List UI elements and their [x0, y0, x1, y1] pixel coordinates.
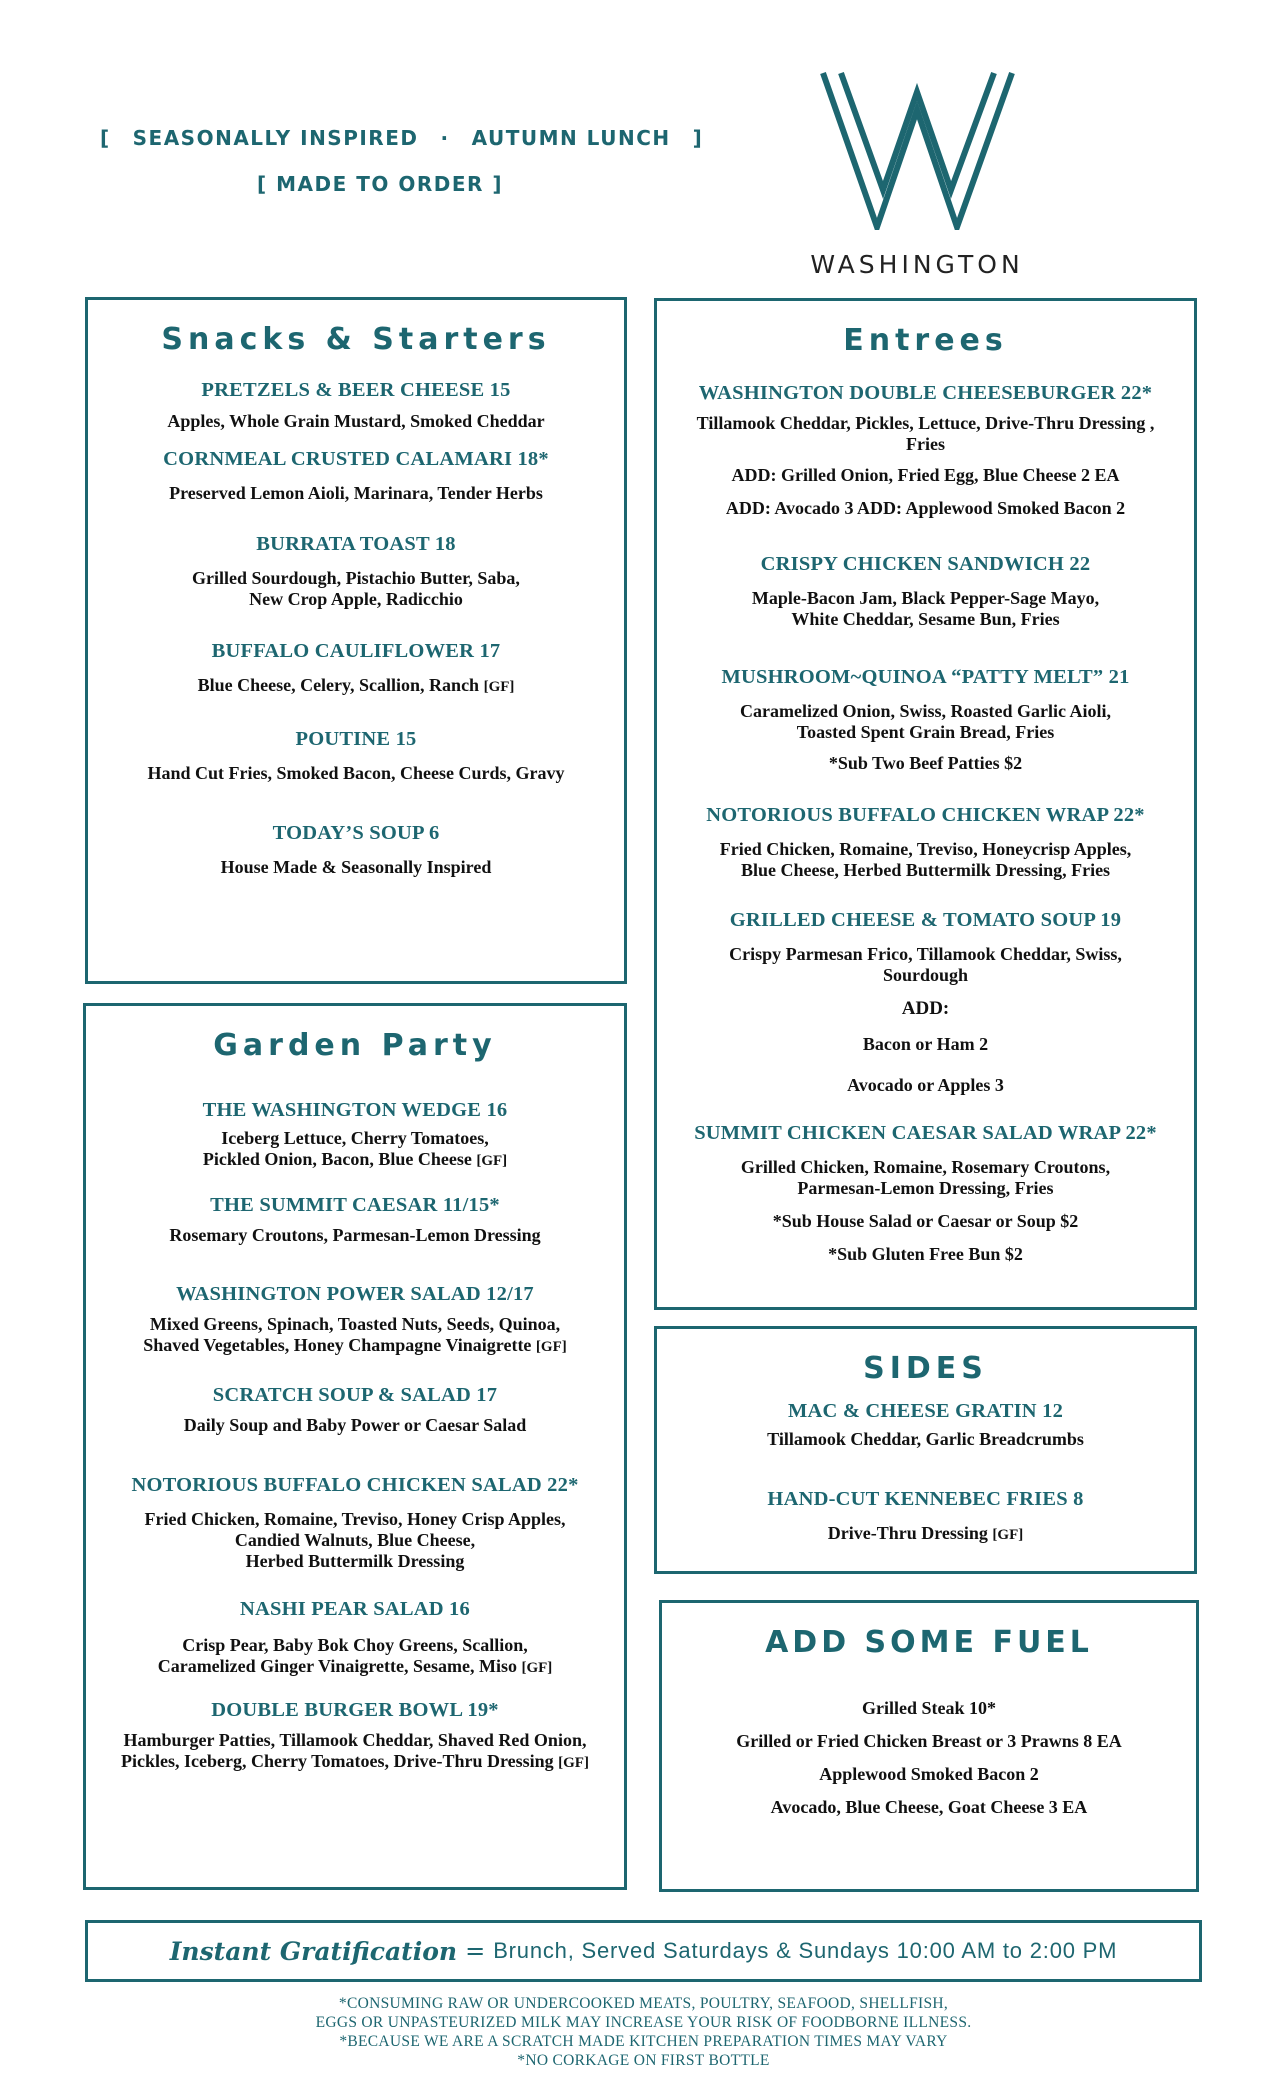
- item-desc-line: Toasted Spent Grain Bread, Fries: [796, 722, 1055, 742]
- disclaimer-line: *CONSUMING RAW OR UNDERCOOKED MEATS, POULTRY, SEAFOOD, SHELLFISH,: [338, 1995, 949, 2012]
- item-name: CORNMEAL CRUSTED CALAMARI 18*: [163, 448, 549, 470]
- item-desc-text: Shaved Vegetables, Honey Champagne Vinaigrette: [143, 1335, 536, 1355]
- menu-item: [86, 1283, 624, 1358]
- menu-item: [657, 909, 1194, 1096]
- item-desc: Preserved Lemon Aioli, Marinara, Tender Herbs: [169, 483, 543, 503]
- item-desc: Hand Cut Fries, Smoked Bacon, Cheese Curds, Gravy: [147, 763, 565, 783]
- item-desc: [657, 1523, 1194, 1546]
- item-name: NOTORIOUS BUFFALO CHICKEN WRAP 22*: [706, 804, 1145, 826]
- menu-item: [88, 533, 624, 610]
- menu-item: [657, 1400, 1194, 1450]
- item-desc-line: Mixed Greens, Spinach, Toasted Nuts, Seeds, Quinoa,: [149, 1314, 561, 1334]
- sub-note: *Sub Gluten Free Bun $2: [828, 1244, 1023, 1264]
- item-desc: [657, 413, 1194, 455]
- disclaimer-line: *BECAUSE WE ARE A SCRATCH MADE KITCHEN PREPARATION TIMES MAY VARY: [339, 2033, 948, 2050]
- entrees-title: Entrees: [843, 323, 1008, 358]
- add-on-line: ADD: Avocado 3 ADD: Applewood Smoked Bacon 2: [725, 498, 1126, 518]
- equals-sign: =: [465, 1937, 486, 1965]
- menu-item: [86, 1699, 624, 1774]
- fuel-item: Grilled Steak 10*: [862, 1698, 996, 1718]
- menu-item: [86, 1099, 624, 1172]
- menu-item: [88, 728, 624, 784]
- item-desc: [86, 1128, 624, 1172]
- item-desc-line: Herbed Buttermilk Dressing: [245, 1551, 465, 1571]
- gluten-free-tag: [GF]: [521, 1660, 553, 1676]
- subtagline: [ MADE TO ORDER ]: [257, 172, 503, 196]
- item-desc-text: Blue Cheese, Celery, Scallion, Ranch: [197, 675, 484, 695]
- item-name: MUSHROOM~QUINOA “PATTY MELT” 21: [721, 666, 1130, 688]
- gluten-free-tag: [GF]: [476, 1153, 508, 1169]
- item-desc: [88, 568, 624, 610]
- item-desc-line: Parmesan-Lemon Dressing, Fries: [797, 1178, 1054, 1198]
- disclaimer: [85, 1994, 1202, 2070]
- tagline-close-bracket: ]: [692, 126, 704, 150]
- menu-item: [657, 382, 1194, 519]
- garden-section: [83, 1003, 627, 1890]
- item-name: MAC & CHEESE GRATIN 12: [787, 1400, 1064, 1422]
- menu-item: [86, 1474, 624, 1572]
- item-name: TODAY’S SOUP 6: [272, 822, 440, 844]
- item-desc: Rosemary Croutons, Parmesan-Lemon Dressing: [169, 1225, 541, 1245]
- item-desc: [88, 675, 624, 698]
- item-desc-line: Candied Walnuts, Blue Cheese,: [234, 1530, 476, 1550]
- brunch-script-title: Instant Gratification: [169, 1936, 458, 1966]
- item-name: CRISPY CHICKEN SANDWICH 22: [760, 553, 1091, 575]
- item-desc-line: Maple-Bacon Jam, Black Pepper-Sage Mayo,: [751, 588, 1100, 608]
- tagline: [100, 126, 704, 150]
- menu-item: [86, 1384, 624, 1436]
- item-desc-text: Pickles, Iceberg, Cherry Tomatoes, Drive-Thru Dressing: [121, 1751, 559, 1771]
- sub-note: *Sub House Salad or Caesar or Soup $2: [772, 1211, 1079, 1231]
- add-on-line: Avocado or Apples 3: [847, 1075, 1004, 1095]
- add-label: ADD:: [901, 998, 950, 1019]
- item-desc-line: Hamburger Patties, Tillamook Cheddar, Shaved Red Onion,: [123, 1730, 587, 1750]
- item-name: SUMMIT CHICKEN CAESAR SALAD WRAP 22*: [694, 1122, 1157, 1144]
- item-desc-line: Blue Cheese, Herbed Buttermilk Dressing, Fries: [740, 860, 1111, 880]
- sub-note: *Sub Two Beef Patties $2: [828, 753, 1023, 773]
- disclaimer-line: EGGS OR UNPASTEURIZED MILK MAY INCREASE YOUR RISK OF FOODBORNE ILLNESS.: [315, 2014, 972, 2031]
- tagline-separator: ·: [440, 126, 450, 150]
- gluten-free-tag: [GF]: [992, 1527, 1024, 1543]
- snacks-title: Snacks & Starters: [161, 322, 551, 357]
- menu-item: [657, 1488, 1194, 1546]
- washington-logo: [792, 70, 1042, 285]
- item-desc-text: Pickled Onion, Bacon, Blue Cheese: [202, 1149, 477, 1169]
- sides-title: SIDES: [863, 1351, 988, 1386]
- add-on-line: Bacon or Ham 2: [862, 1034, 989, 1054]
- gluten-free-tag: [GF]: [535, 1339, 567, 1355]
- gluten-free-tag: [GF]: [483, 679, 515, 695]
- item-desc: [657, 588, 1194, 630]
- entrees-section: [654, 298, 1197, 1310]
- item-desc-text: Drive-Thru Dressing: [827, 1523, 993, 1543]
- brunch-banner: [85, 1920, 1202, 1982]
- snacks-section: [85, 297, 627, 984]
- item-desc-line: Tillamook Cheddar, Pickles, Lettuce, Drive-Thru Dressing ,: [696, 413, 1155, 433]
- menu-header: [100, 126, 704, 196]
- item-desc-line: Crispy Parmesan Frico, Tillamook Cheddar, Swiss,: [729, 944, 1122, 964]
- item-desc-line: Fried Chicken, Romaine, Treviso, Honeycrisp Apples,: [719, 839, 1132, 859]
- item-name: DOUBLE BURGER BOWL 19*: [211, 1699, 499, 1721]
- item-desc-line: Fries: [906, 434, 945, 454]
- fuel-item: Applewood Smoked Bacon 2: [819, 1764, 1039, 1784]
- item-name: NOTORIOUS BUFFALO CHICKEN SALAD 22*: [131, 1474, 579, 1496]
- item-name: NASHI PEAR SALAD 16: [240, 1598, 470, 1620]
- sides-section: [654, 1326, 1197, 1574]
- item-desc-line: [98, 1656, 612, 1679]
- menu-item: [86, 1598, 624, 1679]
- fuel-title: ADD SOME FUEL: [765, 1625, 1093, 1660]
- item-desc: [657, 701, 1194, 743]
- menu-item: [88, 379, 624, 432]
- menu-item: [88, 822, 624, 878]
- item-desc-line: Iceberg Lettuce, Cherry Tomatoes,: [221, 1128, 489, 1148]
- item-name: WASHINGTON DOUBLE CHEESEBURGER 22*: [698, 382, 1153, 404]
- item-desc-line: White Cheddar, Sesame Bun, Fries: [791, 609, 1060, 629]
- menu-item: [88, 640, 624, 698]
- menu-item: [657, 804, 1194, 881]
- tagline-seasonally: SEASONALLY INSPIRED: [132, 126, 419, 150]
- item-desc: Daily Soup and Baby Power or Caesar Salad: [183, 1415, 527, 1435]
- item-desc-line: [98, 1751, 612, 1774]
- item-desc-line: Crisp Pear, Baby Bok Choy Greens, Scallion,: [182, 1635, 528, 1655]
- item-name: BURRATA TOAST 18: [256, 533, 456, 555]
- item-desc: [86, 1730, 624, 1774]
- fuel-item: Grilled or Fried Chicken Breast or 3 Prawns 8 EA: [736, 1731, 1122, 1751]
- item-name: THE WASHINGTON WEDGE 16: [202, 1099, 508, 1121]
- item-desc-line: Grilled Chicken, Romaine, Rosemary Croutons,: [740, 1157, 1111, 1177]
- item-name: HAND-CUT KENNEBEC FRIES 8: [767, 1488, 1084, 1510]
- garden-title: Garden Party: [213, 1028, 497, 1063]
- item-desc: Tillamook Cheddar, Garlic Breadcrumbs: [767, 1429, 1084, 1449]
- item-desc-line: Sourdough: [882, 965, 969, 985]
- item-desc: [86, 1314, 624, 1358]
- item-name: WASHINGTON POWER SALAD 12/17: [176, 1283, 534, 1305]
- item-desc: House Made & Seasonally Inspired: [220, 857, 492, 877]
- fuel-section: [659, 1600, 1199, 1892]
- item-desc: [657, 839, 1194, 881]
- disclaimer-line: *NO CORKAGE ON FIRST BOTTLE: [517, 2052, 770, 2069]
- brunch-hours: Brunch, Served Saturdays & Sundays 10:00 AM to 2:00 PM: [493, 1938, 1118, 1963]
- menu-item: [657, 1122, 1194, 1265]
- item-desc: [86, 1635, 624, 1679]
- item-name: POUTINE 15: [295, 728, 417, 750]
- item-desc: [86, 1509, 624, 1572]
- item-desc-line: [98, 1149, 612, 1172]
- item-desc: [657, 944, 1194, 986]
- item-desc-line: Caramelized Onion, Swiss, Roasted Garlic Aioli,: [740, 701, 1111, 721]
- item-name: SCRATCH SOUP & SALAD 17: [212, 1384, 498, 1406]
- item-desc: [657, 1157, 1194, 1199]
- brand-name: WASHINGTON: [810, 250, 1024, 279]
- item-desc-line: [98, 1335, 612, 1358]
- gluten-free-tag: [GF]: [558, 1755, 589, 1771]
- menu-item: [88, 448, 624, 504]
- menu-item: [86, 1194, 624, 1246]
- item-desc-line: Fried Chicken, Romaine, Treviso, Honey Crisp Apples,: [144, 1509, 566, 1529]
- tagline-open-bracket: [: [100, 126, 111, 150]
- item-name: PRETZELS & BEER CHEESE 15: [201, 379, 511, 401]
- item-name: BUFFALO CAULIFLOWER 17: [211, 640, 501, 662]
- item-name: GRILLED CHEESE & TOMATO SOUP 19: [729, 909, 1122, 931]
- item-desc: Apples, Whole Grain Mustard, Smoked Cheddar: [167, 411, 545, 431]
- item-desc-line: Grilled Sourdough, Pistachio Butter, Saba,: [192, 568, 520, 588]
- fuel-item: Avocado, Blue Cheese, Goat Cheese 3 EA: [770, 1797, 1088, 1817]
- item-name: THE SUMMIT CAESAR 11/15*: [210, 1194, 500, 1216]
- menu-item: [657, 666, 1194, 774]
- item-desc-line: New Crop Apple, Radicchio: [249, 589, 463, 609]
- item-desc-text: Caramelized Ginger Vinaigrette, Sesame, Miso: [157, 1656, 522, 1676]
- menu-item: [657, 553, 1194, 630]
- tagline-autumn-lunch: AUTUMN LUNCH: [471, 126, 671, 150]
- add-on-line: ADD: Grilled Onion, Fried Egg, Blue Cheese 2 EA: [731, 465, 1120, 485]
- w-logo-icon: [820, 70, 1015, 230]
